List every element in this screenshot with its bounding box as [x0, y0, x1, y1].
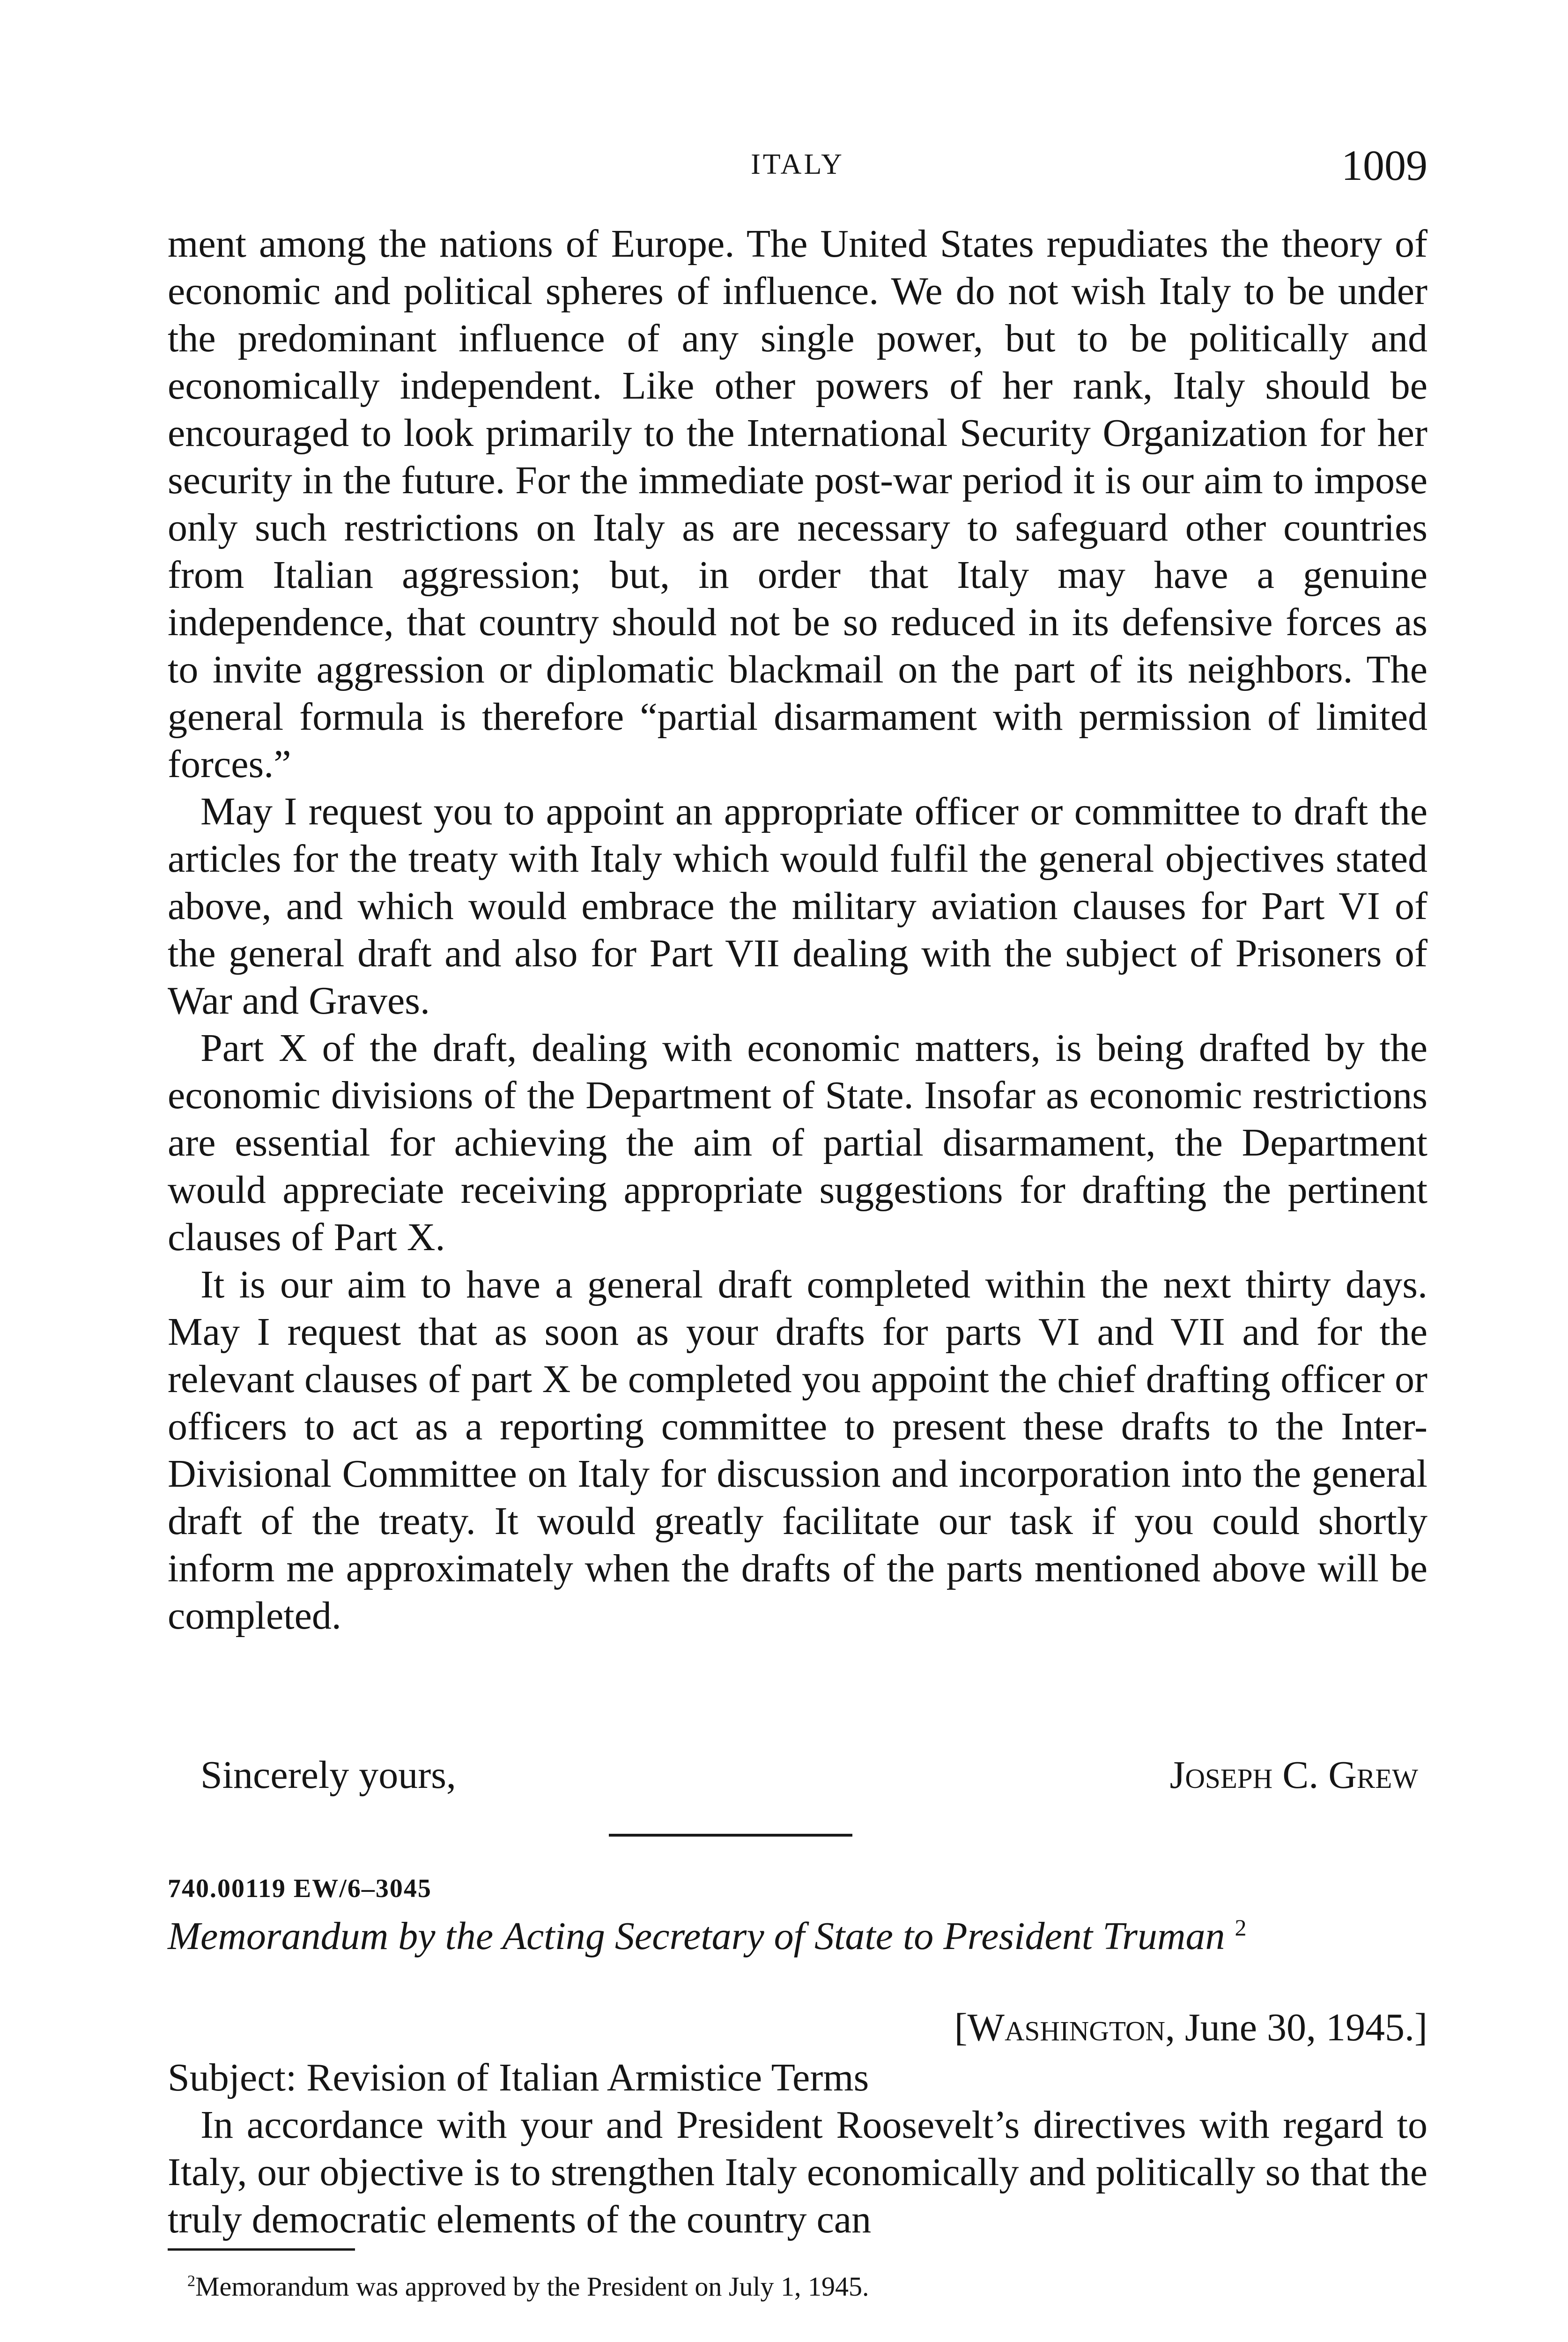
footnote-rule — [168, 2248, 355, 2251]
paragraph-request-officer: May I request you to appoint an appropriate officer or committee to draft the articles for the treaty with Italy which would fulfil the general objectives stated above, and which would embrace the military aviation clauses for Part VI of the general draft and also for Part VII dealing with the subject of Prisoners of War and Graves. — [168, 790, 1427, 1023]
letter-closing — [200, 1752, 1427, 1799]
running-title: ITALY — [751, 148, 844, 180]
paragraph-general-draft: It is our aim to have a general draft completed within the next thirty days. May I request that as soon as your drafts for parts VI and VII and for the relevant clauses of part X be completed you appoint the chief drafting officer or officers to act as a reporting committee to present these drafts to the Inter-Divisional Committee on Italy for discussion and incorporation into the general draft of the treaty. It would greatly facilitate our task if you could shortly inform me approximately when the drafts of the parts mentioned above will be completed. — [168, 1263, 1427, 1638]
memo-subject: Subject: Revision of Italian Armistice Terms — [168, 2056, 869, 2099]
file-number: 740.00119 EW/6–3045 — [168, 1874, 432, 1903]
dateline-date: , June 30, 1945. — [1165, 2006, 1415, 2049]
memo-body — [168, 2054, 1427, 2243]
valediction: Sincerely yours, — [200, 1753, 456, 1797]
footnote-mark: 2 — [187, 2272, 195, 2290]
paragraph-part-x: Part X of the draft, dealing with economic matters, is being drafted by the economic divisions of the Department of State. Insofar as economic restrictions are essential for achieving the aim of partial disarmament, the Department would appreciate receiving appropriate suggestions for drafting the pertinent clauses of Part X. — [168, 1026, 1427, 1259]
footnote — [187, 2271, 869, 2302]
footnote-text: Memorandum was approved by the President on July 1, 1945. — [195, 2271, 869, 2302]
page-number: 1009 — [1341, 141, 1427, 189]
running-head — [168, 141, 1427, 192]
memo-paragraph: In accordance with your and President Roosevelt’s directives with regard to Italy, our objective is to strengthen Italy economically and politically so that the truly democratic elements of the country can — [168, 2103, 1427, 2241]
section-divider — [609, 1834, 852, 1837]
dateline: [Washington, June 30, 1945.] — [954, 2006, 1427, 2049]
letter-body — [168, 220, 1427, 1639]
signature: Joseph C. Grew — [1169, 1753, 1418, 1797]
paragraph-continued: ment among the nations of Europe. The United States repudiates the theory of economic and political spheres of influence. We do not wish Italy to be under the predominant influence of any single power, but to be politically and economically independent. Like other powers of her rank, Italy should be encouraged to look primarily to the International Security Organization for her security in the future. For the immediate post-war period it is our aim to impose only such restrictions on Italy as are necessary to safeguard other countries from Italian aggression; but, in order that Italy may have a genuine independence, that country should not be so reduced in its defensive forces as to invite aggression or diplomatic blackmail on the part of its neighbors. The general formula is therefore “partial disarmament with permission of limited forces.” — [168, 222, 1427, 786]
memo-title-text: Memorandum by the Acting Secretary of State to President Truman — [168, 1914, 1225, 1958]
dateline-place: Washington — [967, 2006, 1166, 2049]
footnote-reference: 2 — [1235, 1914, 1247, 1941]
memo-title — [168, 1913, 1247, 1959]
